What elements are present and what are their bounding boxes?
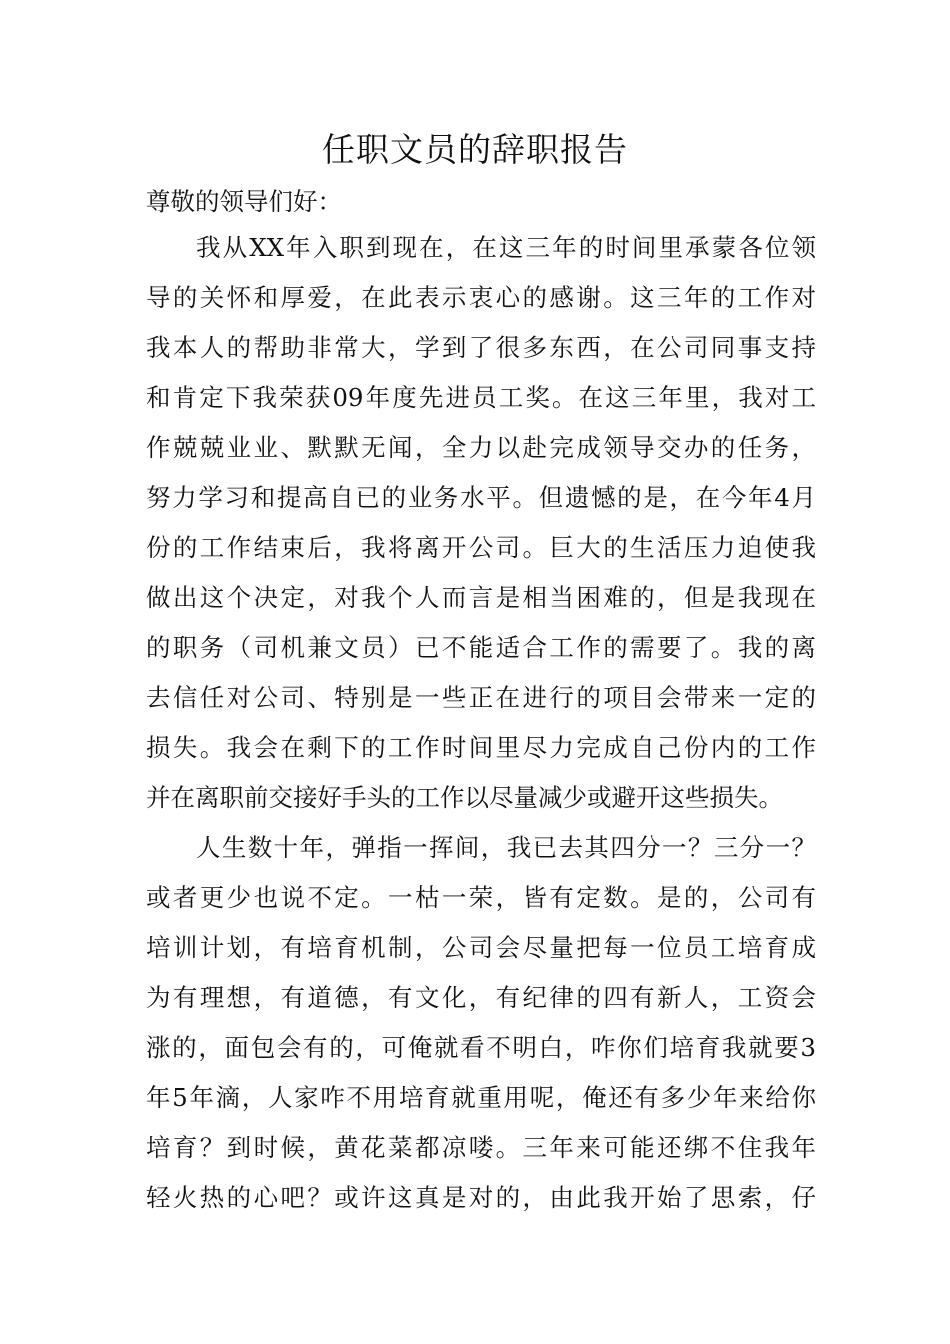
paragraph-line: 轻火热的心吧？或许这真是对的，由此我开始了思索，仔 bbox=[146, 1183, 816, 1212]
paragraph-line: 损失。我会在剩下的工作时间里尽力完成自己份内的工作 bbox=[146, 733, 816, 762]
paragraph-line: 导的关怀和厚爱，在此表示衷心的感谢。这三年的工作对 bbox=[146, 283, 816, 312]
paragraph-line: 培训计划，有培育机制，公司会尽量把每一位员工培育成 bbox=[146, 933, 816, 962]
salutation: 尊敬的领导们好： bbox=[146, 187, 342, 216]
paragraph-line: 份的工作结束后，我将离开公司。巨大的生活压力迫使我 bbox=[146, 533, 816, 562]
paragraph-line: 培育？到时候，黄花菜都凉喽。三年来可能还绑不住我年 bbox=[146, 1133, 816, 1162]
paragraph-line: 作兢兢业业、默默无闻，全力以赴完成领导交办的任务， bbox=[146, 433, 816, 462]
document-title: 任职文员的辞职报告 bbox=[322, 130, 628, 169]
paragraph-line: 人生数十年，弹指一挥间，我已去其四分一？三分一？ bbox=[196, 833, 816, 862]
paragraph-line: 我从XX年入职到现在，在这三年的时间里承蒙各位领 bbox=[196, 233, 816, 262]
paragraph-line: 年5年滴，人家咋不用培育就重用呢，俺还有多少年来给你 bbox=[146, 1083, 816, 1112]
paragraph-line: 并在离职前交接好手头的工作以尽量减少或避开这些损失。 bbox=[146, 783, 783, 812]
paragraph-line: 去信任对公司、特别是一些正在进行的项目会带来一定的 bbox=[146, 683, 816, 712]
paragraph-line: 努力学习和提高自已的业务水平。但遗憾的是，在今年4月 bbox=[146, 483, 816, 512]
paragraph-line: 涨的，面包会有的，可俺就看不明白，咋你们培育我就要3 bbox=[146, 1033, 816, 1062]
paragraph-line: 和肯定下我荣获09年度先进员工奖。在这三年里，我对工 bbox=[146, 383, 816, 412]
paragraph-line: 为有理想，有道德，有文化，有纪律的四有新人，工资会 bbox=[146, 983, 816, 1012]
paragraph-line: 做出这个决定，对我个人而言是相当困难的，但是我现在 bbox=[146, 583, 816, 612]
paragraph-line: 我本人的帮助非常大，学到了很多东西，在公司同事支持 bbox=[146, 333, 816, 362]
paragraph-line: 的职务（司机兼文员）已不能适合工作的需要了。我的离 bbox=[146, 633, 816, 662]
paragraph-line: 或者更少也说不定。一枯一荣，皆有定数。是的，公司有 bbox=[146, 883, 816, 912]
